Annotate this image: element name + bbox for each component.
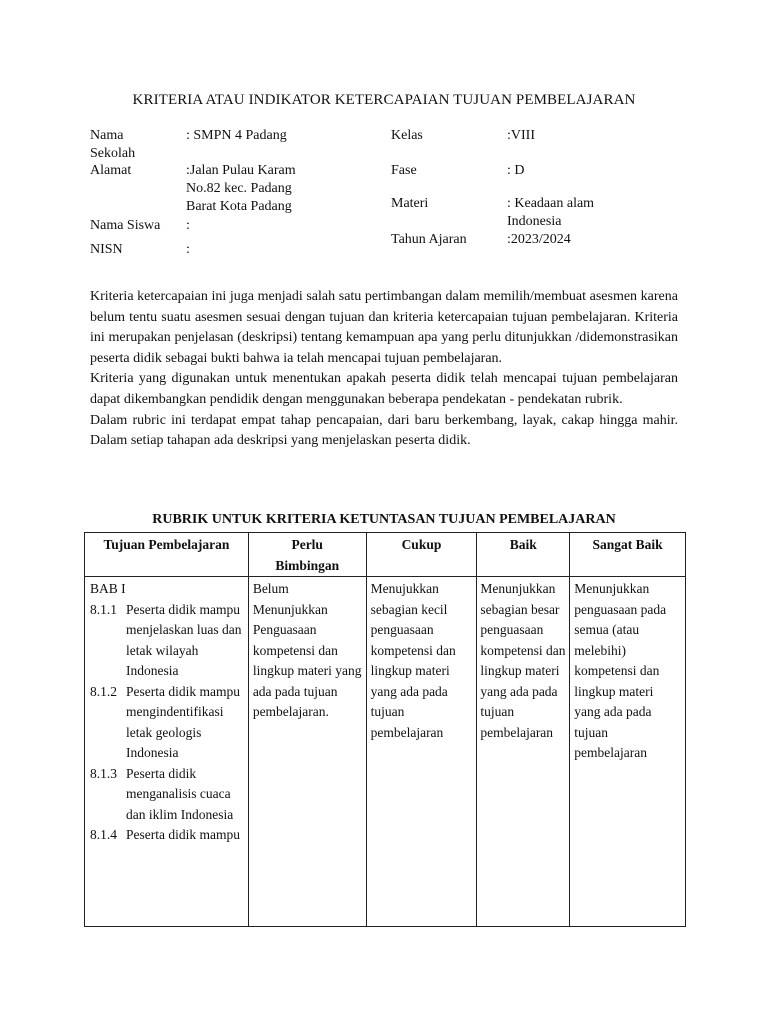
table-header-row bbox=[85, 533, 686, 577]
nisn-label: NISN bbox=[90, 242, 123, 257]
header-baik: Baik bbox=[477, 533, 570, 577]
tahun-ajaran-value: :2023/2024 bbox=[507, 232, 571, 247]
alamat-value: :Jalan Pulau Karam No.82 kec. Padang Barat Kota Padang bbox=[186, 163, 296, 214]
cell-tujuan bbox=[85, 577, 249, 927]
list-item bbox=[90, 825, 244, 846]
cell-perlu-bimbingan: Belum Menunjukkan Penguasaan kompetensi dan lingkup materi yang ada pada tujuan pembelajaran. bbox=[248, 577, 366, 927]
paragraph: Dalam rubric ini terdapat empat tahap pencapaian, dari baru berkembang, layak, cakap hingga mahir. Dalam setiap tahapan ada deskripsi yang menjelaskan peserta didik. bbox=[90, 412, 678, 449]
tujuan-number: 8.1.1 bbox=[90, 601, 117, 617]
rubric-title: RUBRIK UNTUK KRITERIA KETUNTASAN TUJUAN PEMBELAJARAN bbox=[152, 512, 616, 527]
intro-text bbox=[90, 287, 678, 452]
fase-label: Fase bbox=[391, 163, 417, 178]
nama-siswa-value: : bbox=[186, 218, 190, 233]
bab-label: BAB I bbox=[90, 581, 126, 596]
page-title: KRITERIA ATAU INDIKATOR KETERCAPAIAN TUJUAN PEMBELAJARAN bbox=[132, 92, 636, 108]
kelas-label: Kelas bbox=[391, 128, 423, 143]
materi-label: Materi bbox=[391, 196, 429, 211]
nisn-value: : bbox=[186, 242, 190, 257]
tujuan-text: Peserta didik mampu mengindentifikasi letak geologis Indonesia bbox=[126, 683, 240, 760]
list-item bbox=[90, 764, 244, 826]
header-perlu-bimbingan: Perlu Bimbingan bbox=[248, 533, 366, 577]
tujuan-text: Peserta didik mampu bbox=[126, 827, 240, 842]
header-cukup: Cukup bbox=[366, 533, 477, 577]
tahun-ajaran-label: Tahun Ajaran bbox=[391, 232, 467, 247]
header-sangat-baik: Sangat Baik bbox=[570, 533, 686, 577]
kelas-value: :VIII bbox=[507, 128, 535, 143]
nama-siswa-label: Nama Siswa bbox=[90, 218, 161, 233]
tujuan-number: 8.1.4 bbox=[90, 827, 117, 842]
paragraph: Kriteria yang digunakan untuk menentukan apakah peserta didik telah mencapai tujuan pembelajaran dapat dikembangkan pendidik dengan menggunakan beberapa pendekatan - pendekatan rubrik. bbox=[90, 371, 678, 407]
table-row bbox=[85, 577, 686, 927]
tujuan-number: 8.1.2 bbox=[90, 683, 117, 699]
cell-cukup: Menujukkan sebagian kecil penguasaan kompetensi dan lingkup materi yang ada pada tujuan pembelajaran bbox=[366, 577, 477, 927]
tujuan-text: Peserta didik mampu menjelaskan luas dan letak wilayah Indonesia bbox=[126, 601, 242, 678]
list-item bbox=[90, 600, 244, 682]
materi-value: : Keadaan alam Indonesia bbox=[507, 196, 595, 229]
header-tujuan: Tujuan Pembelajaran bbox=[85, 533, 249, 577]
nama-sekolah-label: Nama Sekolah bbox=[90, 128, 136, 161]
cell-sangat-baik: Menunjukkan penguasaan pada semua (atau melebihi) kompetensi dan lingkup materi yang ada pada tujuan pembelajaran bbox=[570, 577, 686, 927]
nama-sekolah-value: : SMPN 4 Padang bbox=[186, 128, 287, 143]
cell-baik: Menunjukkan sebagian besar penguasaan kompetensi dan lingkup materi yang ada pada tujuan pembelajaran bbox=[477, 577, 570, 927]
tujuan-text: Peserta didik menganalisis cuaca dan iklim Indonesia bbox=[126, 765, 234, 822]
rubric-table bbox=[84, 532, 686, 927]
alamat-label: Alamat bbox=[90, 163, 132, 178]
tujuan-number: 8.1.3 bbox=[90, 765, 117, 781]
fase-value: : D bbox=[507, 163, 525, 178]
list-item bbox=[90, 682, 244, 764]
paragraph: Kriteria ketercapaian ini juga menjadi salah satu pertimbangan dalam memilih/membuat asesmen karena belum tentu suatu asesmen sesuai dengan tujuan dan kriteria ketercapaian tujuan pembelajaran. Kriteria ini merupakan penjelasan (deskripsi) tentang kemampuan apa yang perlu ditunjukkan /didemonstrasikan peserta didik sebagai bukti bahwa ia telah mencapai tujuan pembelajaran. bbox=[90, 289, 678, 366]
